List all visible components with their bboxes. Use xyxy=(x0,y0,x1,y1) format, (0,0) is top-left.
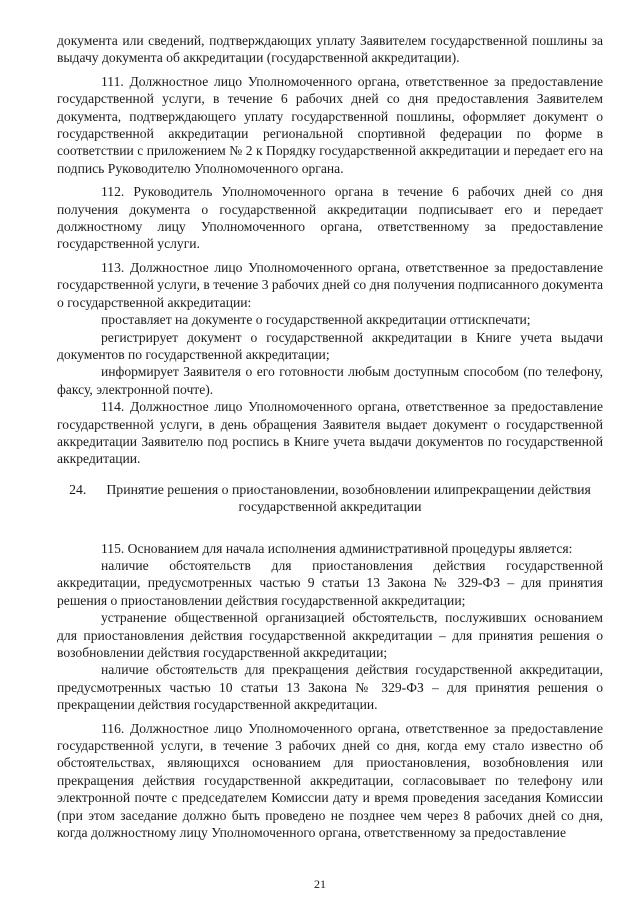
section-number: 24. xyxy=(69,481,87,497)
section-heading xyxy=(57,481,603,516)
section-title: Принятие решения о приостановлении, возобновлении илипрекращении действия государственной аккредитации xyxy=(106,481,591,515)
paragraph: устранение общественной организацией обстоятельств, послуживших основанием для приостановления действия государственной аккредитации – для принятия решения о возобновлении действия государственной аккредитации; xyxy=(57,610,603,660)
paragraph: документа или сведений, подтверждающих уплату Заявителем государственной пошлины за выдачу документа об аккредитации (государственной аккредитации). xyxy=(57,33,603,66)
paragraph: 115. Основанием для начала исполнения административной процедуры является: xyxy=(101,540,573,556)
paragraph: 116. Должностное лицо Уполномоченного органа, ответственное за предоставление государственной услуги, в течение 3 рабочих дней со дня, когда ему стало известно об обстоятельствах, являющихся основанием для приостановления, возобновления или прекращения действия государственной аккредитации, согласовывает по телефону или электронной почте с председателем Комиссии дату и время проведения заседания Комиссии (при этом заседание должно быть проведено не позднее чем через 8 рабочих дней со дня, когда должностному лицу Уполномоченного органа, ответственному за предоставление xyxy=(57,720,603,841)
page-number: 21 xyxy=(314,877,326,891)
document-page xyxy=(57,32,603,841)
paragraph: информирует Заявителя о его готовности любым доступным способом (по телефону, факсу, электронной почте). xyxy=(57,364,603,397)
paragraphs-after-heading xyxy=(57,540,603,842)
paragraph: 113. Должностное лицо Уполномоченного органа, ответственное за предоставление государственной услуги, в течение 3 рабочих дней со дня получения подписанного документа о государственной аккредитации: xyxy=(57,259,603,310)
paragraph: наличие обстоятельств для приостановления действия государственной аккредитации, предусмотренных частью 9 статьи 13 Закона № 329-ФЗ – для принятия решения о приостановлении действия государственной аккредитации; xyxy=(57,557,603,608)
paragraph: регистрирует документ о государственной аккредитации в Книге учета выдачи документов по государственной аккредитации; xyxy=(57,329,603,362)
paragraph: 112. Руководитель Уполномоченного органа в течение 6 рабочих дней со дня получения документа о государственной аккредитации подписывает его и передает должностному лицу Уполномоченного органа, ответственному за предоставление государственной услуги. xyxy=(57,184,603,252)
paragraph: проставляет на документе о государственной аккредитации оттискпечати; xyxy=(101,312,531,328)
paragraph: 114. Должностное лицо Уполномоченного органа, ответственное за предоставление государственной услуги, в день обращения Заявителя выдает документ о государственной аккредитации Заявителю под роспись в Книге учета выдачи документов по государственной аккредитации. xyxy=(57,399,603,467)
paragraphs-before-heading xyxy=(57,32,603,468)
paragraph: наличие обстоятельств для прекращения действия государственной аккредитации, предусмотренных частью 10 статьи 13 Закона № 329-ФЗ – для принятия решения о прекращении действия государственной аккредитации. xyxy=(57,662,603,713)
paragraph: 111. Должностное лицо Уполномоченного органа, ответственное за предоставление государственной услуги, в течение 6 рабочих дней со дня предоставления Заявителем документа, подтверждающего уплату государственной пошлины, оформляет документ о государственной аккредитации региональной спортивной федерации по форме в соответствии с приложением № 2 к Порядку государственной аккредитации и передает его на подпись Руководителю Уполномоченного органа. xyxy=(57,73,603,176)
